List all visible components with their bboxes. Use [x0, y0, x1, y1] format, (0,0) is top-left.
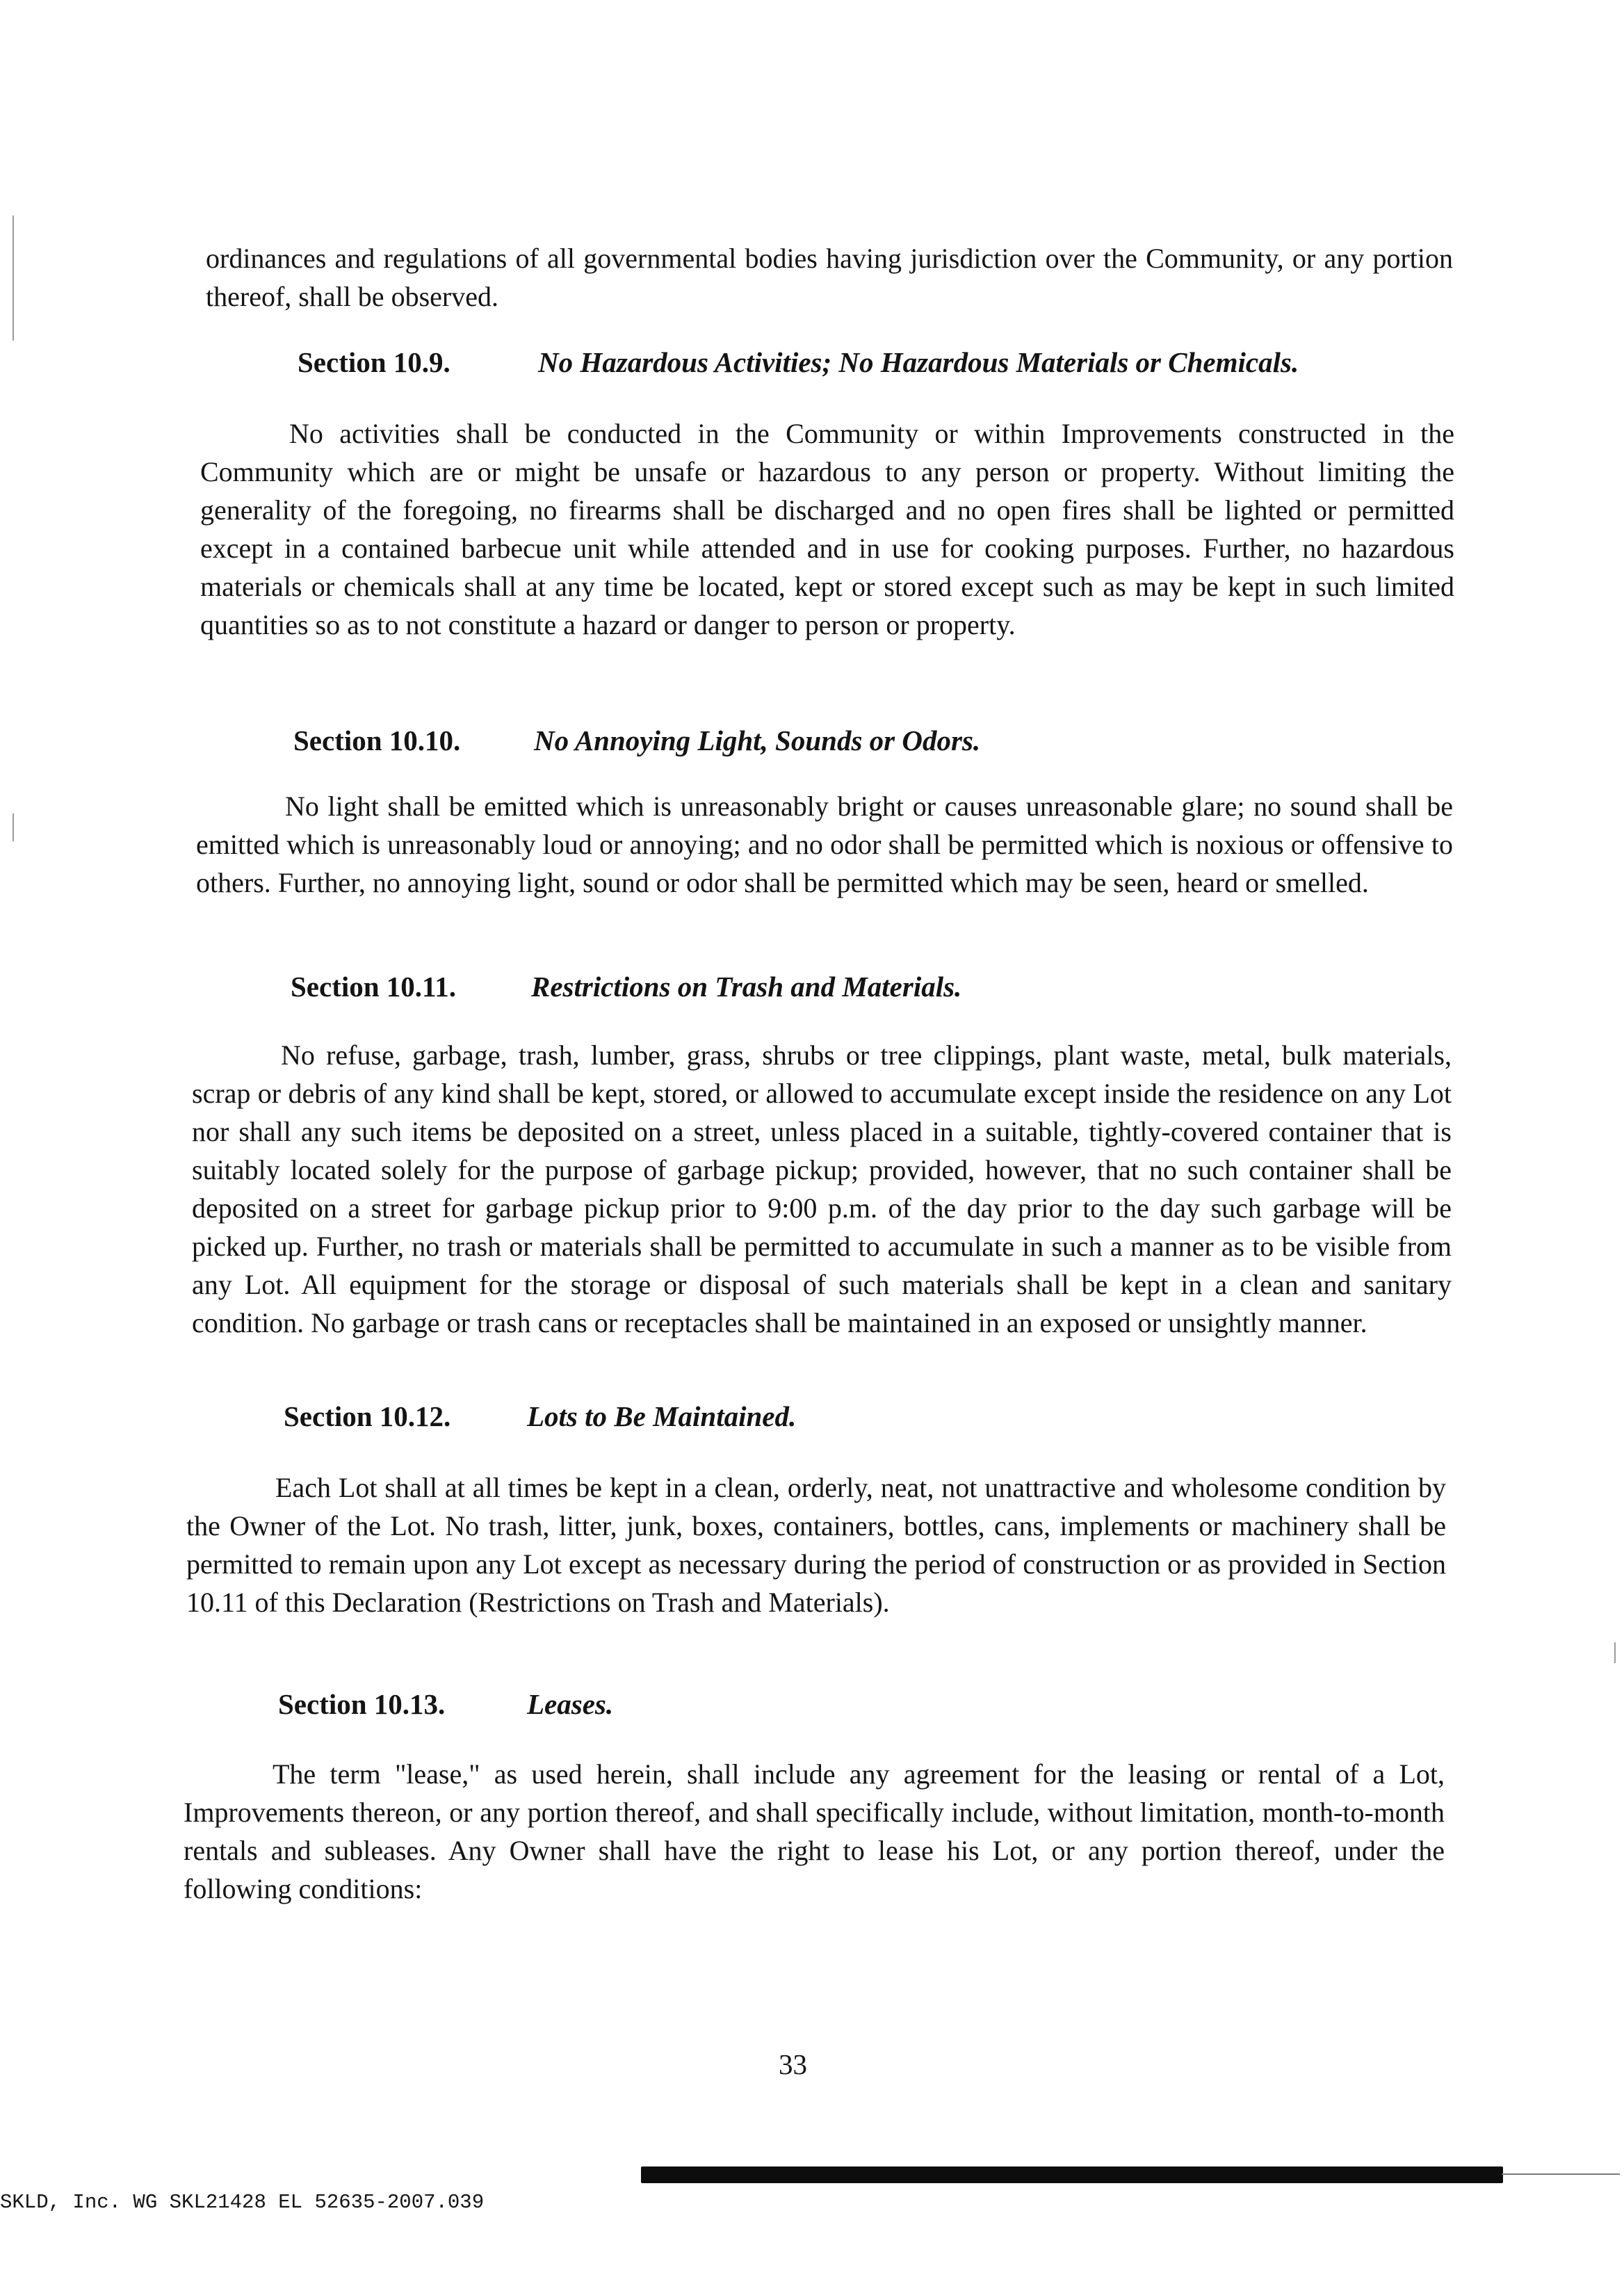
- section-body-10-13: The term "lease," as used herein, shall include any agreement for the leasing or rental of a Lot, Improvements thereon, or any portion thereof, and shall specifically include, without limitation, month-to-month rentals and subleases. Any Owner shall have the right to lease his Lot, or any portion thereof, under the following conditions:: [184, 1758, 1445, 1904]
- section-heading-10-10: [293, 722, 981, 760]
- section-number: Section 10.12.: [284, 1400, 451, 1432]
- section-body-10-11: No refuse, garbage, trash, lumber, grass, shrubs or tree clippings, plant waste, metal, bulk materials, scrap or debris of any kind shall be kept, stored, or allowed to accumulate except inside the residence on any Lot nor shall any such items be deposited on a street, unless placed in a suitable, tightly-covered container that is suitably located solely for the purpose of garbage pickup; provided, however, that no such container shall be deposited on a street for garbage pickup prior to 9:00 p.m. of the day prior to the day such garbage will be picked up. Further, no trash or materials shall be permitted to accumulate in such a manner as to be visible from any Lot. All equipment for the storage or disposal of such materials shall be kept in a clean and sanitary condition. No garbage or trash cans or receptacles shall be maintained in an exposed or unsightly manner.: [192, 1039, 1452, 1338]
- scan-margin-mark: [13, 216, 14, 341]
- scan-margin-mark: [1614, 1642, 1616, 1663]
- section-body-10-10: No light shall be emitted which is unreasonably bright or causes unreasonable glare; no sound shall be emitted which is unreasonably loud or annoying; and no odor shall be permitted which is noxious or offensive to others. Further, no annoying light, sound or odor shall be permitted which may be seen, heard or smelled.: [196, 791, 1453, 898]
- section-body-10-9: No activities shall be conducted in the Community or within Improvements constructed in the Community which are or might be unsafe or hazardous to any person or property. Without limiting the generality of the foregoing, no firearms shall be discharged and no open fires shall be lighted or permitted except in a contained barbecue unit while attended and in use for cooking purposes. Further, no hazardous materials or chemicals shall at any time be located, kept or stored except such as may be kept in such limited quantities so as to not constitute a hazard or danger to person or property.: [200, 418, 1454, 640]
- section-title: No Annoying Light, Sounds or Odors.: [534, 724, 981, 756]
- section-heading-10-11: [291, 968, 962, 1006]
- scan-artifact-line: [1502, 2173, 1620, 2175]
- section-title: No Hazardous Activities; No Hazardous Materials or Chemicals.: [538, 346, 1299, 378]
- section-number: Section 10.11.: [291, 971, 457, 1003]
- section-body-10-12: Each Lot shall at all times be kept in a clean, orderly, neat, not unattractive and wholesome condition by the Owner of the Lot. No trash, litter, junk, boxes, containers, bottles, cans, implements or machinery shall be permitted to remain upon any Lot except as necessary during the period of construction or as provided in Section 10.11 of this Declaration (Restrictions on Trash and Materials).: [186, 1472, 1446, 1618]
- scan-margin-mark: [13, 813, 14, 841]
- section-heading-10-12: [284, 1398, 797, 1436]
- intro-paragraph: ordinances and regulations of all governmental bodies having jurisdiction over the Community, or any portion thereof, shall be observed.: [206, 243, 1453, 312]
- section-number: Section 10.9.: [298, 346, 450, 378]
- section-title: Lots to Be Maintained.: [527, 1400, 797, 1432]
- section-title: Restrictions on Trash and Materials.: [531, 971, 962, 1003]
- section-number: Section 10.13.: [278, 1688, 446, 1720]
- section-heading-10-9: [298, 343, 1299, 382]
- page-number: 33: [779, 2048, 807, 2080]
- section-number: Section 10.10.: [293, 724, 461, 756]
- scan-artifact-bar: [641, 2166, 1503, 2183]
- section-heading-10-13: [278, 1685, 614, 1724]
- footer-document-code: SKLD, Inc. WG SKL21428 EL 52635-2007.039: [0, 2191, 485, 2214]
- section-title: Leases.: [527, 1688, 614, 1720]
